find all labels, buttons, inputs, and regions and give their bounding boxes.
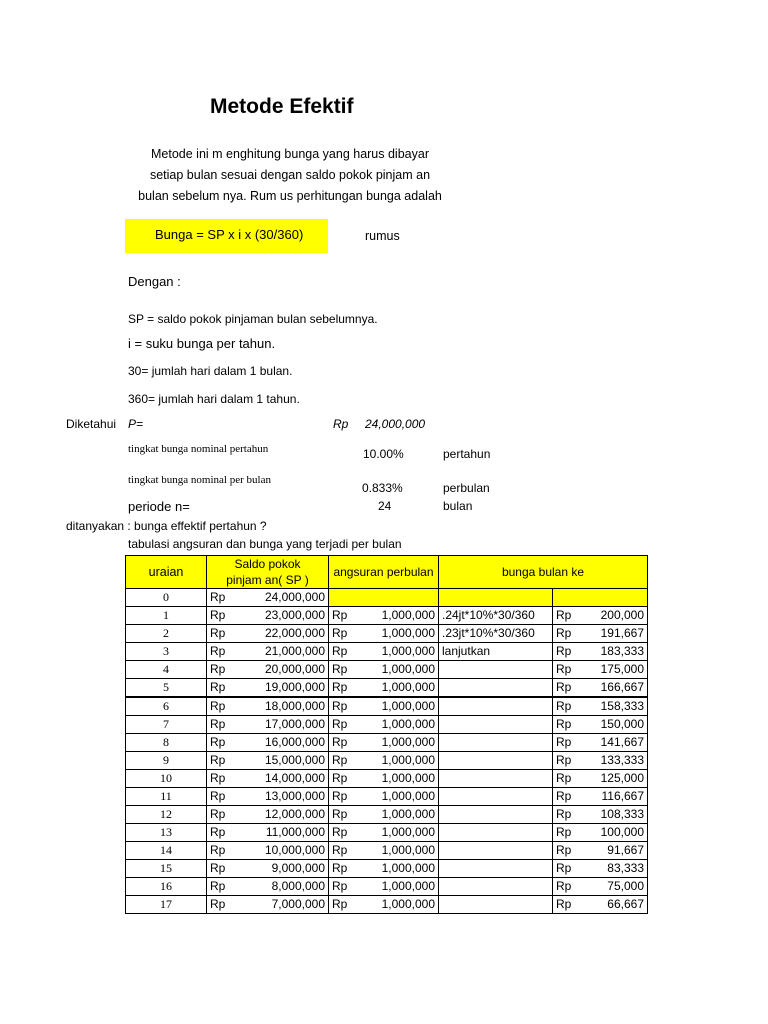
saldo-currency: Rp	[207, 896, 240, 914]
bunga-currency: Rp	[553, 806, 583, 824]
row-number: 8	[126, 734, 207, 752]
angsuran-currency: Rp	[329, 860, 362, 878]
angsuran-value: 1,000,000	[362, 860, 439, 878]
intro-line: bulan sebelum nya. Rum us perhitungan bunga adalah	[138, 189, 442, 203]
saldo-currency: Rp	[207, 589, 240, 607]
table-row	[126, 752, 648, 770]
saldo-value: 21,000,000	[240, 643, 329, 661]
row-number: 16	[126, 878, 207, 896]
bunga-currency: Rp	[553, 607, 583, 625]
row-number: 4	[126, 661, 207, 679]
saldo-currency: Rp	[207, 607, 240, 625]
bunga-value	[583, 589, 648, 607]
saldo-currency: Rp	[207, 679, 240, 698]
principal-currency: Rp	[333, 417, 349, 431]
bunga-currency: Rp	[553, 716, 583, 734]
saldo-value: 12,000,000	[240, 806, 329, 824]
angsuran-currency: Rp	[329, 806, 362, 824]
table-row	[126, 589, 648, 607]
bunga-value: 66,667	[583, 896, 648, 914]
diketahui-label: Diketahui	[66, 417, 117, 431]
angsuran-value: 1,000,000	[362, 625, 439, 643]
table-row	[126, 716, 648, 734]
bunga-currency: Rp	[553, 788, 583, 806]
angsuran-value: 1,000,000	[362, 878, 439, 896]
saldo-currency: Rp	[207, 824, 240, 842]
bunga-value: 141,667	[583, 734, 648, 752]
angsuran-currency: Rp	[329, 842, 362, 860]
principal-value: 24,000,000	[365, 417, 426, 431]
formula-note-cell	[439, 896, 553, 914]
amortization-table	[125, 555, 648, 914]
dengan-label: Dengan :	[128, 274, 181, 289]
saldo-value: 11,000,000	[240, 824, 329, 842]
row-number: 12	[126, 806, 207, 824]
saldo-value: 7,000,000	[240, 896, 329, 914]
saldo-value: 9,000,000	[240, 860, 329, 878]
bunga-value: 125,000	[583, 770, 648, 788]
bunga-currency: Rp	[553, 878, 583, 896]
table-caption: tabulasi angsuran dan bunga yang terjadi per bulan	[128, 537, 402, 551]
saldo-value: 17,000,000	[240, 716, 329, 734]
formula-note-cell	[439, 661, 553, 679]
bunga-value: 75,000	[583, 878, 648, 896]
angsuran-value: 1,000,000	[362, 896, 439, 914]
angsuran-currency: Rp	[329, 878, 362, 896]
saldo-currency: Rp	[207, 788, 240, 806]
row-number: 6	[126, 697, 207, 716]
formula-note: rumus	[365, 229, 400, 243]
angsuran-currency: Rp	[329, 697, 362, 716]
angsuran-value: 1,000,000	[362, 734, 439, 752]
saldo-currency: Rp	[207, 625, 240, 643]
angsuran-currency: Rp	[329, 679, 362, 698]
saldo-value: 22,000,000	[240, 625, 329, 643]
saldo-value: 8,000,000	[240, 878, 329, 896]
formula-note-cell	[439, 788, 553, 806]
saldo-currency: Rp	[207, 806, 240, 824]
bunga-currency: Rp	[553, 679, 583, 698]
header-saldo-line: pinjam an( SP )	[226, 573, 309, 587]
saldo-currency: Rp	[207, 661, 240, 679]
saldo-value: 10,000,000	[240, 842, 329, 860]
row-number: 10	[126, 770, 207, 788]
saldo-currency: Rp	[207, 770, 240, 788]
bunga-value: 191,667	[583, 625, 648, 643]
angsuran-value: 1,000,000	[362, 806, 439, 824]
row-number: 15	[126, 860, 207, 878]
table-row	[126, 661, 648, 679]
bunga-currency: Rp	[553, 734, 583, 752]
formula-note-cell	[439, 842, 553, 860]
formula-note-cell: .24jt*10%*30/360	[439, 607, 553, 625]
angsuran-value: 1,000,000	[362, 643, 439, 661]
row-number: 7	[126, 716, 207, 734]
angsuran-value: 1,000,000	[362, 842, 439, 860]
angsuran-currency: Rp	[329, 734, 362, 752]
annual-rate-unit: pertahun	[443, 447, 491, 461]
saldo-value: 19,000,000	[240, 679, 329, 698]
page-title: Metode Efektif	[210, 95, 354, 118]
row-number: 1	[126, 607, 207, 625]
table-row	[126, 679, 648, 698]
angsuran-currency: Rp	[329, 716, 362, 734]
bunga-currency: Rp	[553, 842, 583, 860]
angsuran-value: 1,000,000	[362, 770, 439, 788]
bunga-currency: Rp	[553, 896, 583, 914]
definition-360: 360= jumlah hari dalam 1 tahun.	[128, 392, 300, 406]
table-row	[126, 896, 648, 914]
formula-note-cell	[439, 752, 553, 770]
saldo-currency: Rp	[207, 878, 240, 896]
bunga-value: 100,000	[583, 824, 648, 842]
intro-line: setiap bulan sesuai dengan saldo pokok pinjam an	[149, 168, 431, 182]
bunga-currency: Rp	[553, 824, 583, 842]
annual-rate-label: tingkat bunga nominal pertahun	[128, 443, 269, 455]
angsuran-value: 1,000,000	[362, 607, 439, 625]
angsuran-currency: Rp	[329, 752, 362, 770]
bunga-currency	[553, 589, 583, 607]
table-row	[126, 806, 648, 824]
row-number: 0	[126, 589, 207, 607]
bunga-currency: Rp	[553, 860, 583, 878]
formula-note-cell	[439, 770, 553, 788]
angsuran-value: 1,000,000	[362, 697, 439, 716]
bunga-currency: Rp	[553, 770, 583, 788]
saldo-value: 20,000,000	[240, 661, 329, 679]
table-row	[126, 878, 648, 896]
bunga-value: 183,333	[583, 643, 648, 661]
saldo-currency: Rp	[207, 752, 240, 770]
formula-note-cell: .23jt*10%*30/360	[439, 625, 553, 643]
table-row	[126, 607, 648, 625]
bunga-value: 108,333	[583, 806, 648, 824]
formula-note-cell	[439, 878, 553, 896]
period-value: 24	[378, 499, 392, 513]
saldo-value: 14,000,000	[240, 770, 329, 788]
bunga-currency: Rp	[553, 661, 583, 679]
row-number: 2	[126, 625, 207, 643]
row-number: 13	[126, 824, 207, 842]
intro-line: Metode ini m enghitung bunga yang harus dibayar	[151, 147, 429, 161]
angsuran-currency: Rp	[329, 661, 362, 679]
bunga-value: 133,333	[583, 752, 648, 770]
header-saldo	[207, 556, 329, 589]
formula-note-cell	[439, 806, 553, 824]
formula-note-cell	[439, 589, 553, 607]
definition-sp: SP = saldo pokok pinjaman bulan sebelumnya.	[128, 312, 378, 326]
bunga-value: 91,667	[583, 842, 648, 860]
angsuran-currency: Rp	[329, 770, 362, 788]
angsuran-currency	[329, 589, 362, 607]
bunga-currency: Rp	[553, 697, 583, 716]
table-row	[126, 824, 648, 842]
angsuran-currency: Rp	[329, 607, 362, 625]
bunga-currency: Rp	[553, 752, 583, 770]
table-row	[126, 842, 648, 860]
row-number: 14	[126, 842, 207, 860]
bunga-value: 158,333	[583, 697, 648, 716]
row-number: 17	[126, 896, 207, 914]
formula: Bunga = SP x i x (30/360)	[155, 227, 304, 242]
table-row	[126, 643, 648, 661]
row-number: 11	[126, 788, 207, 806]
angsuran-currency: Rp	[329, 788, 362, 806]
angsuran-value	[362, 589, 439, 607]
angsuran-currency: Rp	[329, 824, 362, 842]
angsuran-value: 1,000,000	[362, 788, 439, 806]
bunga-value: 200,000	[583, 607, 648, 625]
saldo-value: 16,000,000	[240, 734, 329, 752]
angsuran-currency: Rp	[329, 643, 362, 661]
monthly-rate-value: 0.833%	[362, 481, 403, 495]
formula-note-cell	[439, 716, 553, 734]
bunga-currency: Rp	[553, 625, 583, 643]
bunga-currency: Rp	[553, 643, 583, 661]
table-row	[126, 770, 648, 788]
header-uraian: uraian	[126, 556, 207, 589]
header-bunga: bunga bulan ke	[439, 556, 648, 589]
saldo-currency: Rp	[207, 697, 240, 716]
saldo-currency: Rp	[207, 716, 240, 734]
formula-note-cell	[439, 824, 553, 842]
annual-rate-value: 10.00%	[363, 447, 404, 461]
table-row	[126, 788, 648, 806]
bunga-value: 175,000	[583, 661, 648, 679]
table-row	[126, 697, 648, 716]
angsuran-value: 1,000,000	[362, 716, 439, 734]
intro-paragraph	[120, 144, 460, 207]
saldo-currency: Rp	[207, 643, 240, 661]
definition-i: i = suku bunga per tahun.	[128, 336, 276, 351]
saldo-value: 23,000,000	[240, 607, 329, 625]
formula-note-cell	[439, 679, 553, 698]
table-row	[126, 625, 648, 643]
saldo-value: 24,000,000	[240, 589, 329, 607]
saldo-currency: Rp	[207, 734, 240, 752]
saldo-value: 15,000,000	[240, 752, 329, 770]
question: ditanyakan : bunga effektif pertahun ?	[66, 519, 267, 533]
bunga-value: 166,667	[583, 679, 648, 698]
monthly-rate-label: tingkat bunga nominal per bulan	[128, 474, 271, 486]
angsuran-value: 1,000,000	[362, 661, 439, 679]
table-row	[126, 860, 648, 878]
row-number: 5	[126, 679, 207, 698]
row-number: 9	[126, 752, 207, 770]
formula-note-cell: lanjutkan	[439, 643, 553, 661]
saldo-currency: Rp	[207, 860, 240, 878]
header-angsuran: angsuran perbulan	[329, 556, 439, 589]
bunga-value: 83,333	[583, 860, 648, 878]
definition-30: 30= jumlah hari dalam 1 bulan.	[128, 364, 293, 378]
formula-note-cell	[439, 734, 553, 752]
saldo-currency: Rp	[207, 842, 240, 860]
angsuran-value: 1,000,000	[362, 679, 439, 698]
period-label: periode n=	[128, 499, 190, 514]
angsuran-value: 1,000,000	[362, 752, 439, 770]
formula-note-cell	[439, 697, 553, 716]
table-row	[126, 734, 648, 752]
saldo-value: 13,000,000	[240, 788, 329, 806]
bunga-value: 150,000	[583, 716, 648, 734]
formula-note-cell	[439, 860, 553, 878]
principal-label: P=	[128, 417, 144, 431]
header-saldo-line: Saldo pokok	[234, 557, 301, 571]
row-number: 3	[126, 643, 207, 661]
bunga-value: 116,667	[583, 788, 648, 806]
angsuran-currency: Rp	[329, 896, 362, 914]
angsuran-value: 1,000,000	[362, 824, 439, 842]
saldo-value: 18,000,000	[240, 697, 329, 716]
monthly-rate-unit: perbulan	[443, 481, 490, 495]
angsuran-currency: Rp	[329, 625, 362, 643]
period-unit: bulan	[443, 499, 473, 513]
